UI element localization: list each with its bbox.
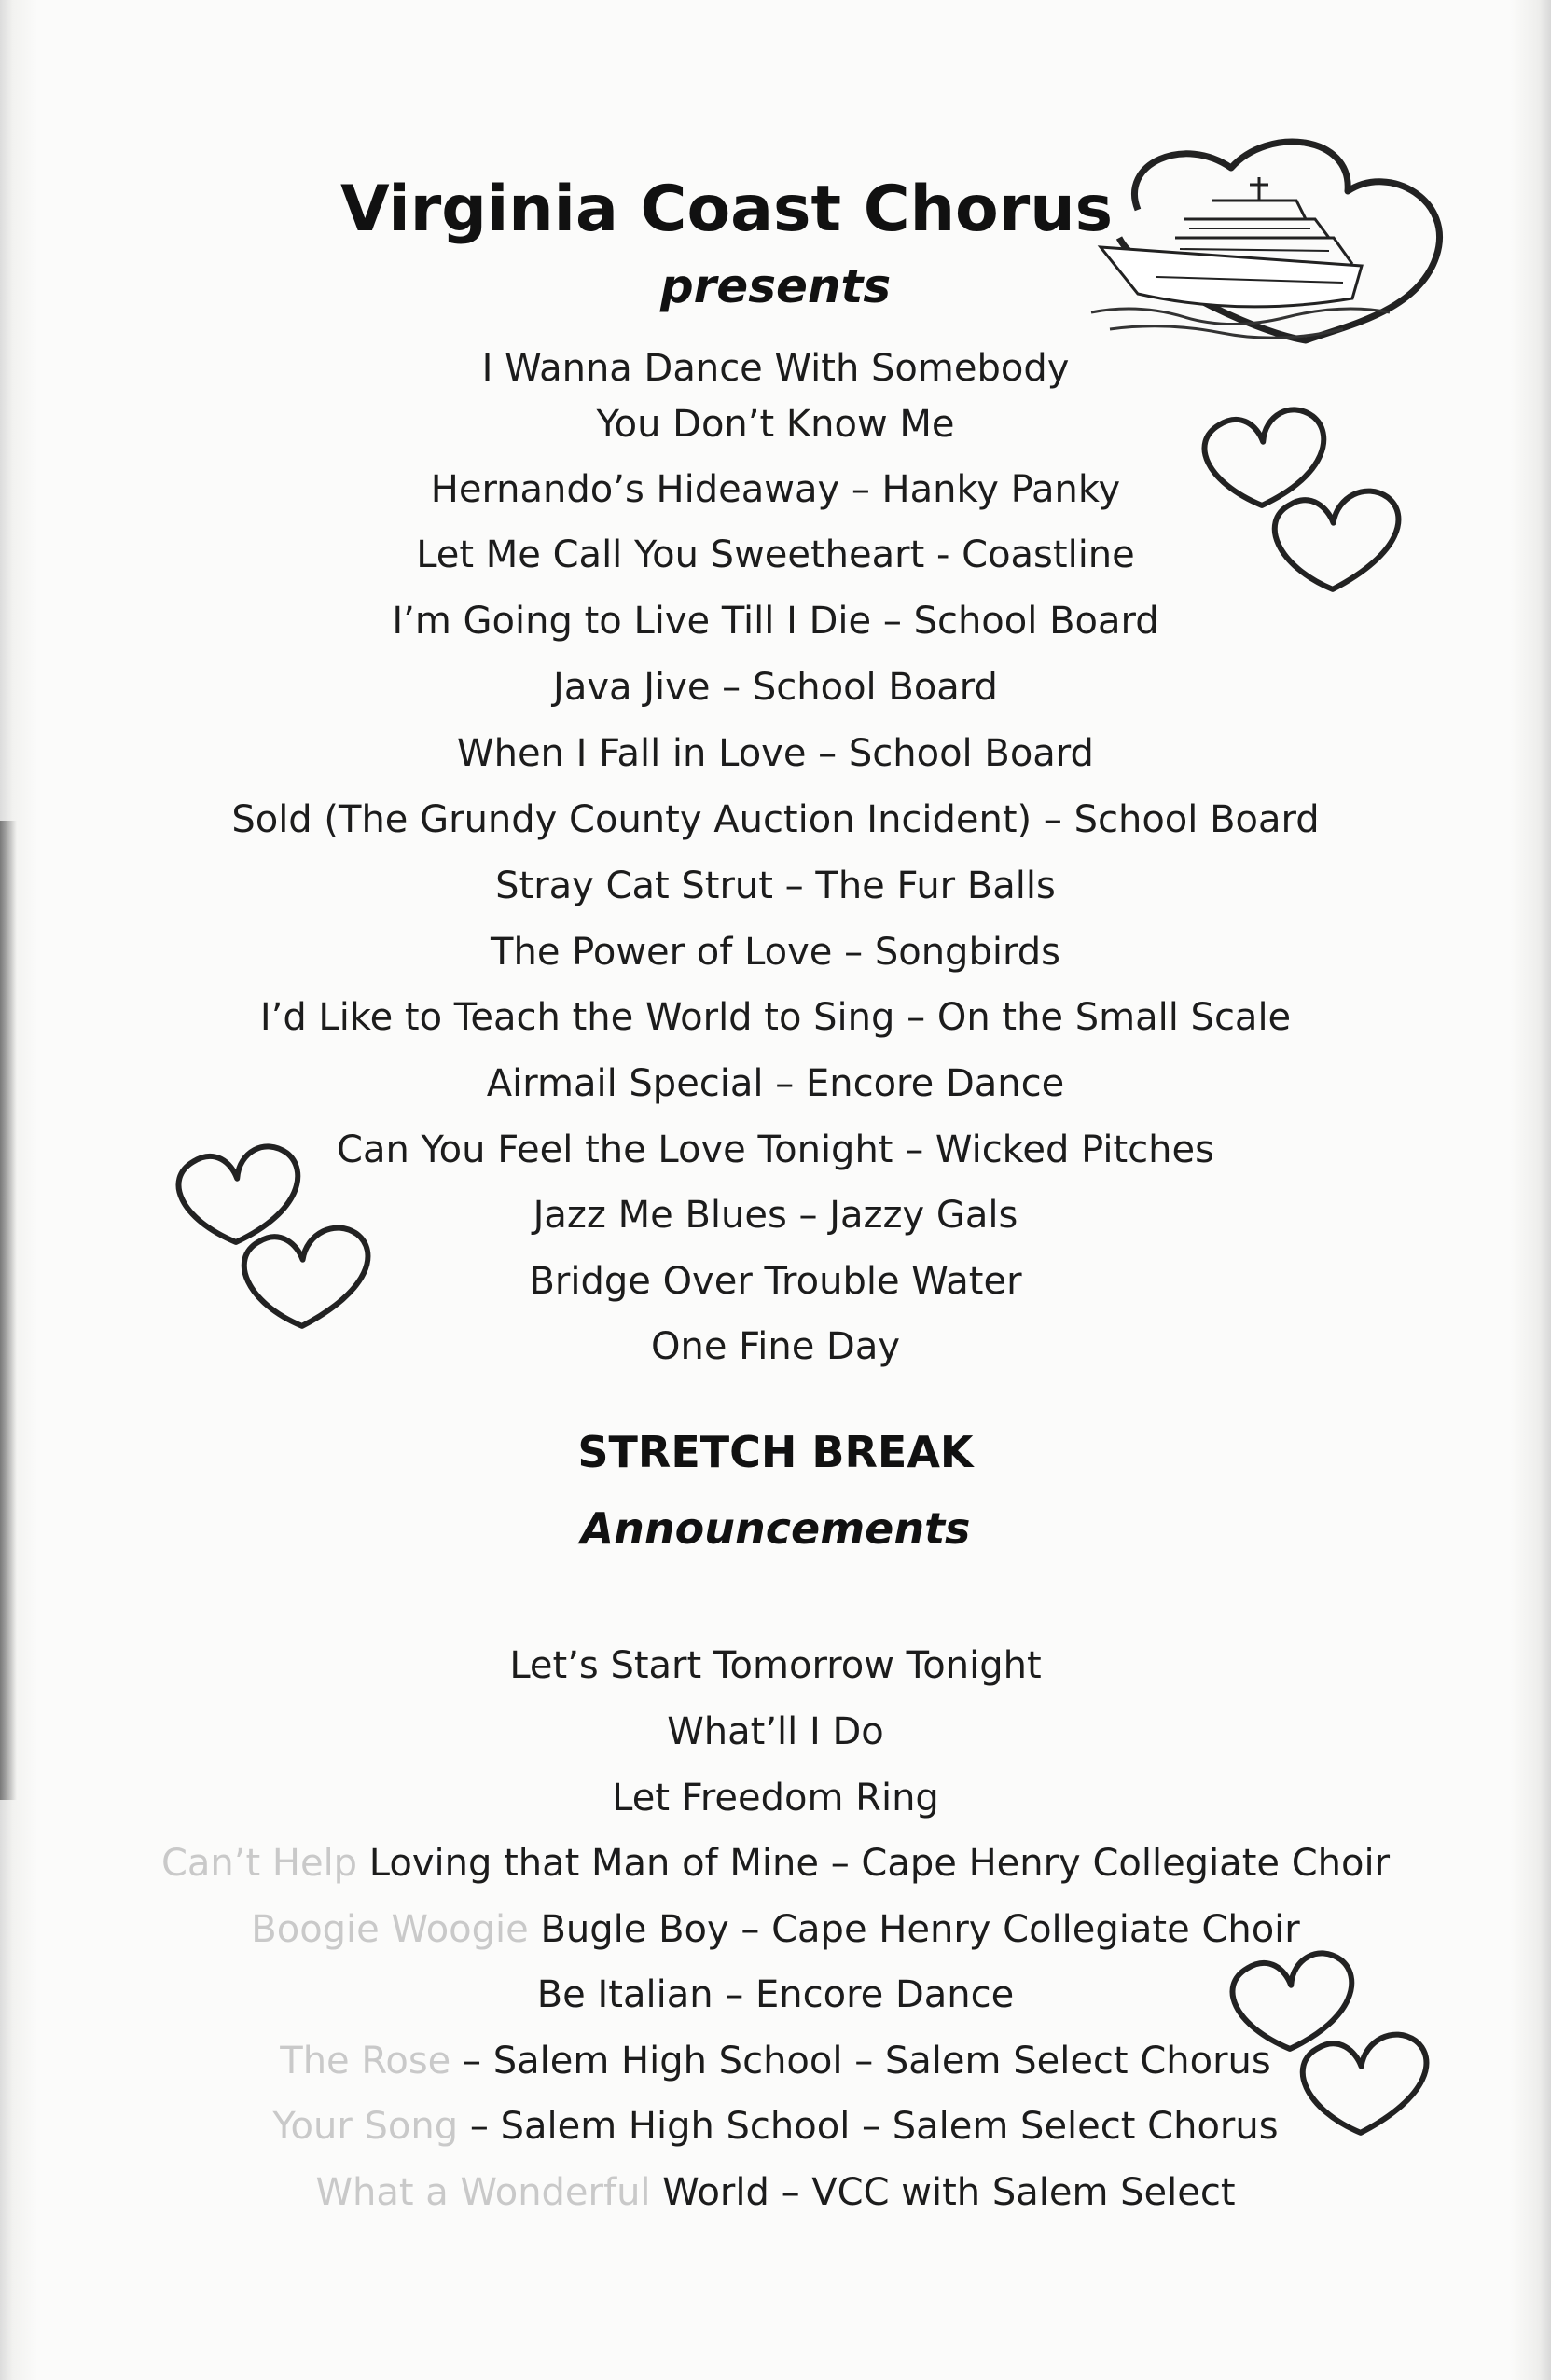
item-text: Bugle Boy – Cape Henry Collegiate Choir: [528, 1908, 1300, 1951]
double-hearts-icon: [1184, 396, 1446, 602]
stretch-break-heading: STRETCH BREAK: [577, 1427, 974, 1477]
program-item: Stray Cat Strut – The Fur Balls: [495, 865, 1056, 907]
program-item: I Wanna Dance With Somebody: [481, 347, 1070, 390]
item-text: – Salem High School – Salem Select Chorus: [450, 2040, 1271, 2082]
program-item: Let Freedom Ring: [612, 1777, 939, 1820]
program-item: Be Italian – Encore Dance: [536, 1973, 1015, 2016]
program-item: Let Me Call You Sweetheart - Coastline: [416, 533, 1135, 576]
double-hearts-icon: [1212, 1940, 1474, 2145]
program-item: Bridge Over Trouble Water: [529, 1260, 1022, 1303]
program-item: Can You Feel the Love Tonight – Wicked Pitches: [337, 1128, 1214, 1171]
program-item: Let’s Start Tomorrow Tonight: [509, 1644, 1042, 1687]
program-item: One Fine Day: [650, 1325, 901, 1368]
program-item: The Power of Love – Songbirds: [491, 931, 1060, 974]
item-text: Loving that Man of Mine – Cape Henry Collegiate Choir: [357, 1842, 1391, 1885]
program-item: Airmail Special – Encore Dance: [486, 1062, 1065, 1105]
page-title: Virginia Coast Chorus: [340, 173, 1114, 246]
double-hearts-icon: [159, 1133, 410, 1338]
program-item: Jazz Me Blues – Jazzy Gals: [533, 1194, 1018, 1237]
faded-text: Boogie Woogie: [251, 1908, 529, 1951]
item-text: World – VCC with Salem Select: [650, 2171, 1236, 2214]
program-item: [0, 1842, 1551, 1885]
program-item: Sold (The Grundy County Auction Incident) – School Board: [231, 798, 1320, 841]
program-item: I’d Like to Teach the World to Sing – On the Small Scale: [259, 996, 1292, 1039]
program-item: When I Fall in Love – School Board: [457, 732, 1094, 775]
cruise-ship-in-heart-icon: [1082, 126, 1474, 359]
program-item: Hernando’s Hideaway – Hanky Panky: [430, 468, 1121, 511]
program-item: What’ll I Do: [667, 1710, 884, 1753]
program-item: I’m Going to Live Till I Die – School Board: [392, 600, 1159, 643]
program-item: You Don’t Know Me: [596, 403, 955, 446]
faded-text: The Rose: [280, 2040, 451, 2082]
program-item: Java Jive – School Board: [553, 666, 998, 709]
program-item: [0, 2171, 1551, 2214]
faded-text: What a Wonderful: [315, 2171, 651, 2214]
faded-text: Can’t Help: [160, 1842, 358, 1885]
subtitle-text: presents: [659, 259, 892, 313]
item-text: – Salem High School – Salem Select Chorus: [458, 2105, 1279, 2148]
faded-text: Your Song: [272, 2105, 459, 2148]
announcements-heading: Announcements: [580, 1503, 971, 1554]
